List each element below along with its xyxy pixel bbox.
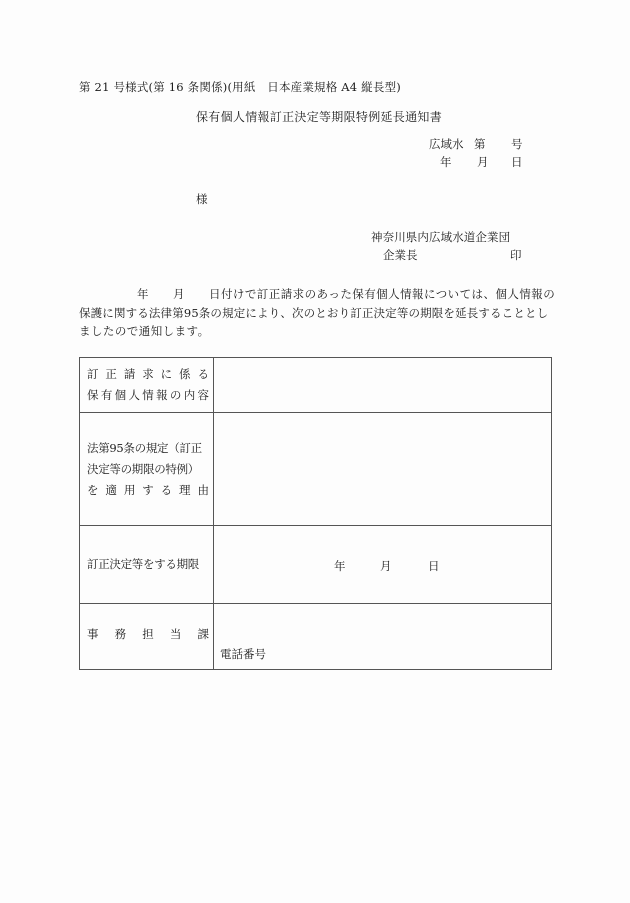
issue-day-label: 日 — [511, 155, 523, 169]
body-month-label: 月 — [173, 287, 185, 301]
issue-month-label: 月 — [477, 155, 489, 169]
label-char: 求 — [142, 367, 154, 381]
notice-table — [79, 357, 552, 670]
sender-organization: 神奈川県内広域水道企業団 — [371, 230, 511, 244]
label-line: 決定等の期限の特例） — [87, 461, 199, 476]
label-char: 務 — [114, 627, 127, 641]
document-title: 保有個人情報訂正決定等期限特例延長通知書 — [196, 110, 443, 124]
table-row-personal-info — [80, 358, 552, 413]
label-char: る — [160, 482, 173, 497]
label-char: 有 — [100, 388, 113, 402]
label-line — [87, 480, 209, 501]
label-char: 人 — [128, 388, 140, 402]
label-line: 法第95条の規定（訂正 — [87, 440, 202, 455]
label-char: 内 — [183, 388, 196, 402]
label-char: 保 — [87, 388, 99, 402]
label-char: 個 — [114, 388, 127, 402]
label-department — [80, 604, 214, 670]
phone-number-label: 電話番号 — [220, 647, 266, 661]
sender-position: 企業長 — [383, 248, 418, 262]
label-line — [87, 385, 209, 406]
label-char: る — [197, 367, 209, 381]
label-char: 理 — [179, 482, 191, 497]
label-char: 課 — [197, 627, 209, 641]
body-line-2: 保護に関する法律第95条の規定により、次のとおり訂正決定等の期限を延長することとし — [79, 305, 549, 320]
label-char: 容 — [197, 388, 209, 402]
label-char: 訂 — [87, 367, 99, 381]
label-char: 報 — [156, 388, 168, 402]
label-char: 適 — [105, 482, 117, 497]
label-char: 情 — [142, 388, 154, 402]
addressee-honorific: 様 — [196, 192, 208, 206]
label-char: 係 — [179, 367, 191, 381]
reason-field[interactable] — [214, 413, 552, 526]
form-number: 第 21 号様式(第 16 条関係)(用紙 日本産業規格 A4 縦長型) — [79, 80, 401, 94]
label-reason — [80, 413, 214, 526]
label-char: す — [142, 482, 154, 497]
table-row-department — [80, 604, 552, 670]
label-line — [87, 624, 209, 645]
deadline-month-label: 月 — [380, 559, 392, 573]
issue-year-label: 年 — [440, 155, 452, 169]
deadline-day-label: 日 — [428, 559, 440, 573]
reference-dai: 第 — [474, 137, 486, 151]
label-char: に — [160, 367, 173, 381]
label-char: 担 — [142, 627, 154, 641]
label-char: 用 — [123, 482, 136, 497]
label-char: を — [87, 482, 99, 497]
label-deadline: 訂正決定等をする期限 — [80, 526, 214, 604]
body-year-label: 年 — [137, 287, 149, 301]
body-line1-text: 日付けで訂正請求のあった保有個人情報については、個人情報の — [209, 287, 556, 301]
label-char: 事 — [87, 627, 99, 641]
label-char: 正 — [105, 367, 117, 381]
office-prefix: 広域水 — [429, 137, 464, 151]
label-char: 当 — [169, 627, 182, 641]
personal-info-field[interactable] — [214, 358, 552, 413]
label-personal-info — [80, 358, 214, 413]
label-line — [87, 364, 209, 385]
deadline-year-label: 年 — [334, 559, 346, 573]
table-row-reason — [80, 413, 552, 526]
body-line-1 — [79, 285, 554, 304]
label-char: 請 — [123, 367, 136, 381]
body-line-3: ましたので通知します。 — [79, 324, 210, 338]
seal-mark: 印 — [510, 248, 522, 262]
label-char: の — [169, 388, 182, 402]
table-row-deadline — [80, 526, 552, 604]
label-char: 由 — [197, 482, 209, 497]
department-field[interactable] — [214, 604, 552, 670]
reference-go: 号 — [511, 137, 523, 151]
notice-body — [79, 285, 554, 341]
deadline-field[interactable] — [214, 526, 552, 604]
